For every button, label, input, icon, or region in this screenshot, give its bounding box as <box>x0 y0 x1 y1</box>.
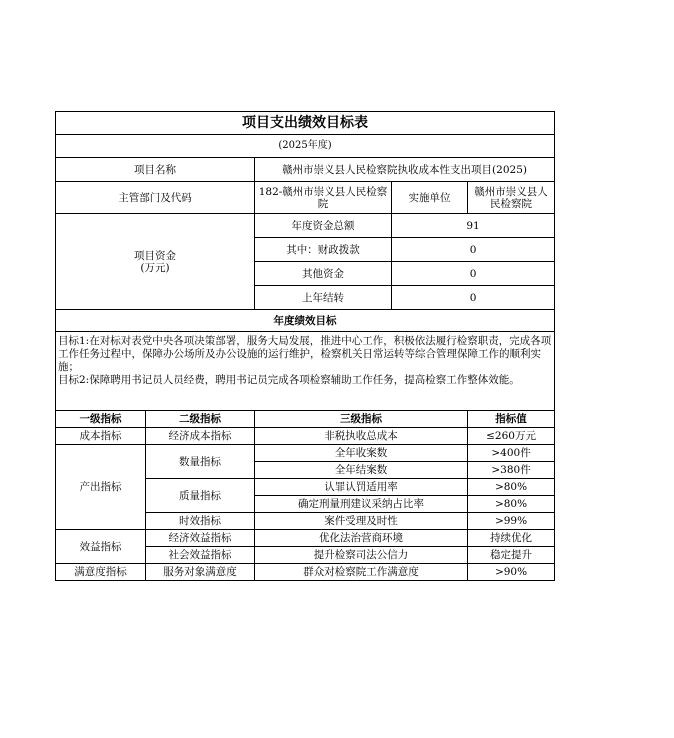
benefit-l2-1: 经济效益指标 <box>146 530 255 547</box>
satisfaction-l2: 服务对象满意度 <box>146 564 255 581</box>
satisfaction-val: >90% <box>468 564 555 581</box>
quantity-val-2: >380件 <box>468 462 555 479</box>
funds-other-value: 0 <box>392 262 555 286</box>
dept-label: 主管部门及代码 <box>56 182 255 214</box>
cost-l2: 经济成本指标 <box>146 428 255 445</box>
satisfaction-l1: 满意度指标 <box>56 564 146 581</box>
benefit-val-1: 持续优化 <box>468 530 555 547</box>
funds-label-text: 项目资金 <box>134 249 176 262</box>
project-name-value: 赣州市崇义县人民检察院执收成本性支出项目(2025) <box>255 158 555 182</box>
project-name-label: 项目名称 <box>56 158 255 182</box>
funds-unit-text: (万元) <box>140 261 170 274</box>
funds-fiscal-label: 其中：财政拨款 <box>255 238 392 262</box>
performance-target-table <box>55 111 555 581</box>
cost-val: ≤260万元 <box>468 428 555 445</box>
quality-l3-2: 确定刑量刑建议采纳占比率 <box>255 496 468 513</box>
funds-label <box>56 214 255 310</box>
output-l1: 产出指标 <box>56 445 146 530</box>
funds-total-label: 年度资金总额 <box>255 214 392 238</box>
quality-l2: 质量指标 <box>146 479 255 513</box>
goals-header: 年度绩效目标 <box>56 310 555 332</box>
unit-label: 实施单位 <box>392 182 468 214</box>
goal-2: 目标2:保障聘用书记员人员经费，聘用书记员完成各项检察辅助工作任务，提高检察工作整体效能。 <box>58 374 520 386</box>
quantity-l2: 数量指标 <box>146 445 255 479</box>
funds-carryover-label: 上年结转 <box>255 286 392 310</box>
benefit-val-2: 稳定提升 <box>468 547 555 564</box>
dept-value: 182-赣州市崇义县人民检察院 <box>255 182 392 214</box>
quality-l3-1: 认罪认罚适用率 <box>255 479 468 496</box>
quality-val-1: >80% <box>468 479 555 496</box>
goals-text <box>56 332 555 411</box>
cost-l1: 成本指标 <box>56 428 146 445</box>
funds-total-value: 91 <box>392 214 555 238</box>
benefit-l2-2: 社会效益指标 <box>146 547 255 564</box>
cost-l3: 非税执收总成本 <box>255 428 468 445</box>
quantity-val-1: >400件 <box>468 445 555 462</box>
quantity-l3-2: 全年结案数 <box>255 462 468 479</box>
table-title: 项目支出绩效目标表 <box>56 112 555 135</box>
table-year: (2025年度) <box>56 135 555 158</box>
funds-carryover-value: 0 <box>392 286 555 310</box>
funds-fiscal-value: 0 <box>392 238 555 262</box>
funds-other-label: 其他资金 <box>255 262 392 286</box>
goal-1: 目标1:在对标对表党中央各项决策部署，服务大局发展，推进中心工作，积极依法履行检察职责，完成各项工作任务过程中，保障办公场所及办公设施的运行维护，检察机关日常运转等综合管理保障工作的顺利实施； <box>58 335 552 373</box>
header-level3: 三级指标 <box>255 411 468 428</box>
benefit-l1: 效益指标 <box>56 530 146 564</box>
benefit-l3-2: 提升检察司法公信力 <box>255 547 468 564</box>
header-value: 指标值 <box>468 411 555 428</box>
quality-val-2: >80% <box>468 496 555 513</box>
satisfaction-l3: 群众对检察院工作满意度 <box>255 564 468 581</box>
header-level2: 二级指标 <box>146 411 255 428</box>
header-level1: 一级指标 <box>56 411 146 428</box>
benefit-l3-1: 优化法治营商环境 <box>255 530 468 547</box>
timeliness-l3: 案件受理及时性 <box>255 513 468 530</box>
timeliness-val: >99% <box>468 513 555 530</box>
timeliness-l2: 时效指标 <box>146 513 255 530</box>
quantity-l3-1: 全年收案数 <box>255 445 468 462</box>
unit-value: 赣州市崇义县人民检察院 <box>468 182 555 214</box>
